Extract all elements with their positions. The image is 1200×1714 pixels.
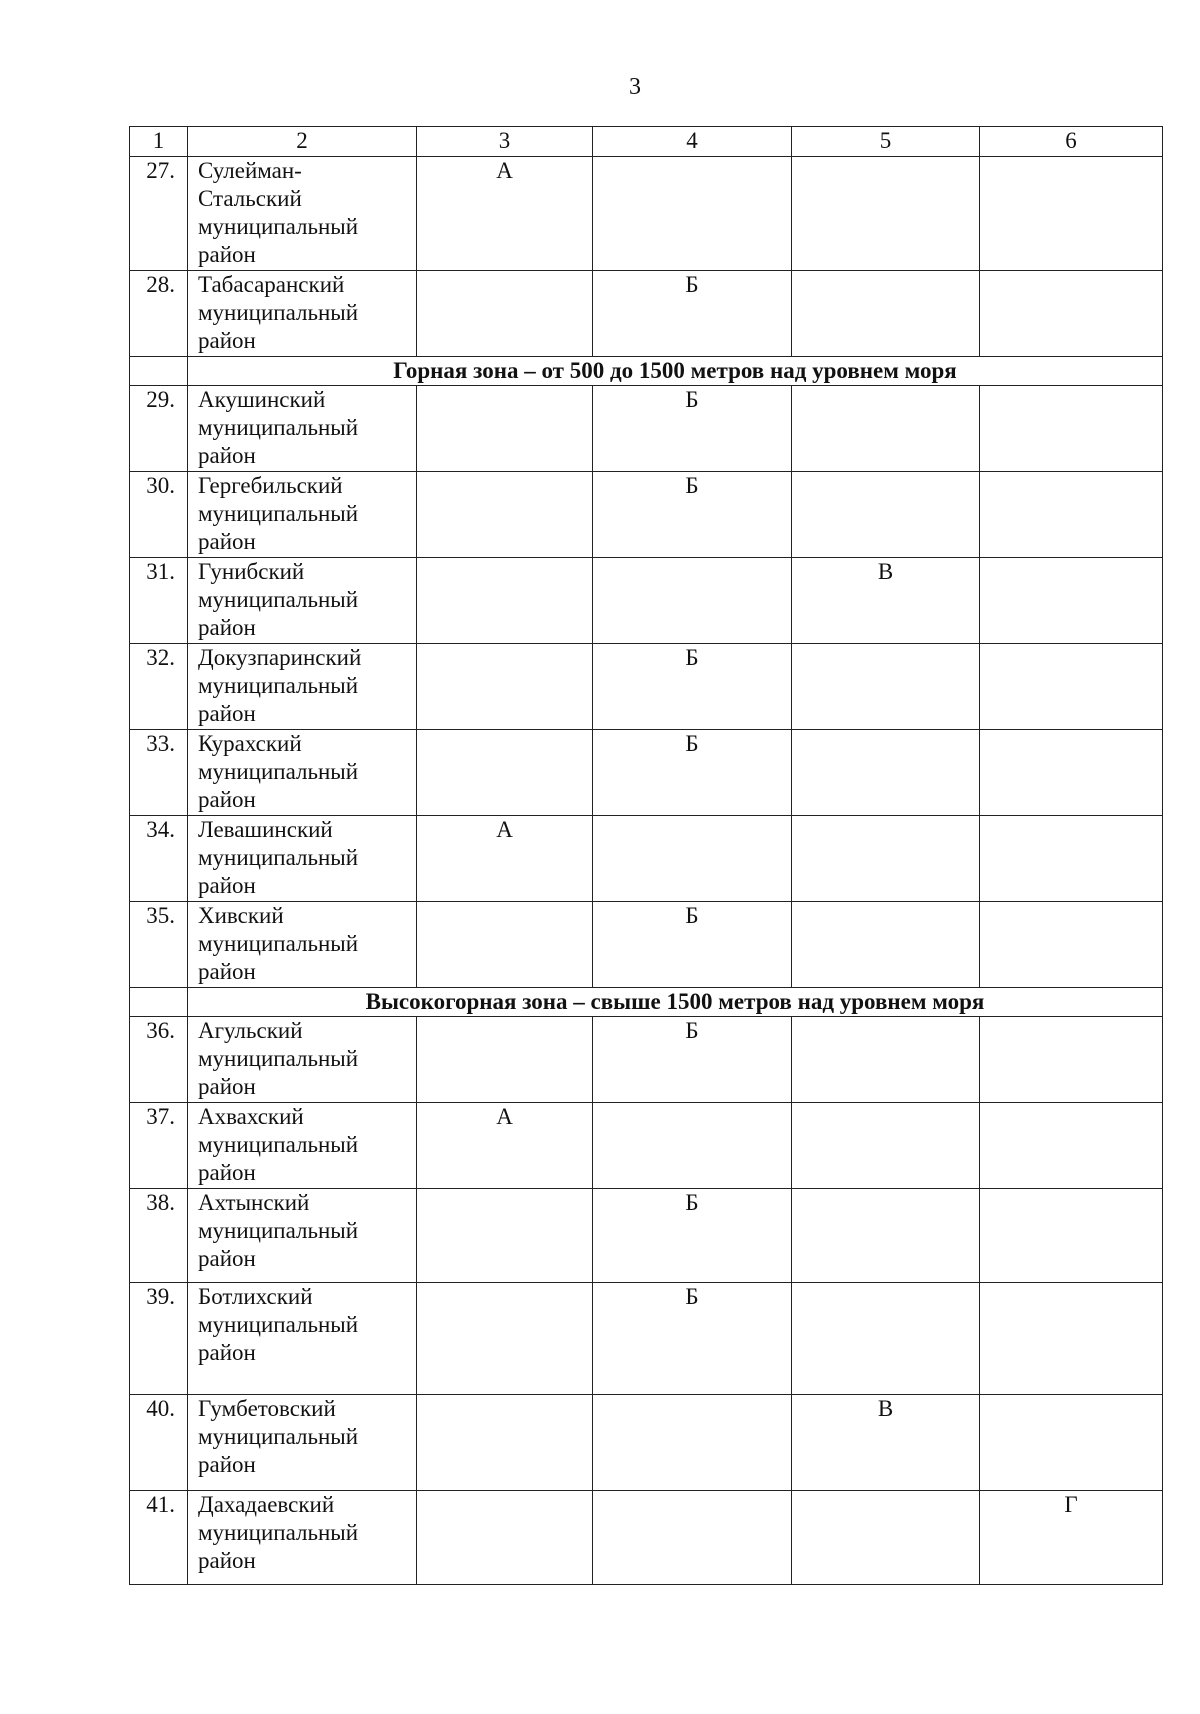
category-mark-col-4	[593, 157, 792, 271]
district-name-line: муниципальный	[198, 1424, 359, 1449]
district-name	[188, 1017, 417, 1103]
category-mark-col-6	[980, 386, 1163, 472]
header-cell-5: 5	[792, 127, 980, 157]
header-cell-1: 1	[130, 127, 188, 157]
category-mark-col-4: Б	[593, 730, 792, 816]
table-row	[130, 644, 1163, 730]
category-mark-col-3	[417, 558, 593, 644]
category-mark-col-3	[417, 902, 593, 988]
district-name	[188, 1189, 417, 1283]
district-name-line: район	[198, 1340, 256, 1365]
category-mark-col-3: А	[417, 816, 593, 902]
category-mark-col-6	[980, 1017, 1163, 1103]
category-mark-col-3: А	[417, 1103, 593, 1189]
row-number: 33.	[130, 730, 188, 816]
district-name-line: Курахский	[198, 731, 302, 756]
category-mark-col-6	[980, 271, 1163, 357]
table-row	[130, 1283, 1163, 1395]
category-mark-col-6	[980, 1283, 1163, 1395]
district-name-line: район	[198, 328, 256, 353]
category-mark-col-4: Б	[593, 1017, 792, 1103]
category-mark-col-6	[980, 816, 1163, 902]
category-mark-col-3	[417, 1189, 593, 1283]
district-name-line: район	[198, 1548, 256, 1573]
category-mark-col-5	[792, 386, 980, 472]
district-name-line: район	[198, 959, 256, 984]
row-number: 37.	[130, 1103, 188, 1189]
category-mark-col-4: Б	[593, 472, 792, 558]
row-number: 27.	[130, 157, 188, 271]
district-name-line: Дахадаевский	[198, 1492, 335, 1517]
category-mark-col-6	[980, 730, 1163, 816]
row-number: 39.	[130, 1283, 188, 1395]
header-cell-4: 4	[593, 127, 792, 157]
zone-blank-cell	[130, 988, 188, 1017]
district-name	[188, 730, 417, 816]
district-name-line: район	[198, 529, 256, 554]
district-name	[188, 1103, 417, 1189]
district-name-line: район	[198, 701, 256, 726]
district-name-line: муниципальный	[198, 845, 359, 870]
district-name-line: Стальский	[198, 186, 302, 211]
district-name-line: Сулейман-	[198, 158, 302, 183]
zone-header-row	[130, 988, 1163, 1017]
category-mark-col-3	[417, 472, 593, 558]
district-name-line: Докузпаринский	[198, 645, 362, 670]
district-name	[188, 386, 417, 472]
district-name-line: район	[198, 1246, 256, 1271]
category-mark-col-3	[417, 271, 593, 357]
category-mark-col-4	[593, 1103, 792, 1189]
row-number: 29.	[130, 386, 188, 472]
district-name-line: район	[198, 615, 256, 640]
category-mark-col-4	[593, 1395, 792, 1491]
table-row	[130, 816, 1163, 902]
header-cell-2: 2	[188, 127, 417, 157]
category-mark-col-5	[792, 472, 980, 558]
category-mark-col-5	[792, 644, 980, 730]
category-mark-col-5	[792, 1491, 980, 1585]
page-number: 3	[629, 74, 641, 100]
category-mark-col-5	[792, 1017, 980, 1103]
district-name	[188, 271, 417, 357]
table-row	[130, 1017, 1163, 1103]
district-name-line: муниципальный	[198, 300, 359, 325]
zone-table	[129, 126, 1163, 1585]
district-name-line: район	[198, 1160, 256, 1185]
category-mark-col-6	[980, 1103, 1163, 1189]
category-mark-col-3	[417, 386, 593, 472]
table-row	[130, 386, 1163, 472]
category-mark-col-5: В	[792, 558, 980, 644]
category-mark-col-4: Б	[593, 386, 792, 472]
category-mark-col-5	[792, 157, 980, 271]
district-name-line: Хивский	[198, 903, 284, 928]
district-name	[188, 472, 417, 558]
category-mark-col-3	[417, 644, 593, 730]
category-mark-col-4: Б	[593, 1189, 792, 1283]
category-mark-col-3	[417, 1491, 593, 1585]
district-name-line: Ботлихский	[198, 1284, 313, 1309]
district-name-line: район	[198, 787, 256, 812]
category-mark-col-3: А	[417, 157, 593, 271]
category-mark-col-6	[980, 644, 1163, 730]
table-row	[130, 271, 1163, 357]
category-mark-col-4	[593, 558, 792, 644]
district-name	[188, 1283, 417, 1395]
category-mark-col-6	[980, 558, 1163, 644]
district-name-line: Гергебильский	[198, 473, 343, 498]
district-name-line: муниципальный	[198, 673, 359, 698]
district-name	[188, 644, 417, 730]
row-number: 34.	[130, 816, 188, 902]
table-row	[130, 1395, 1163, 1491]
row-number: 41.	[130, 1491, 188, 1585]
district-name	[188, 816, 417, 902]
category-mark-col-5	[792, 1103, 980, 1189]
row-number: 40.	[130, 1395, 188, 1491]
district-name-line: Ахвахский	[198, 1104, 304, 1129]
row-number: 28.	[130, 271, 188, 357]
category-mark-col-3	[417, 1017, 593, 1103]
category-mark-col-6	[980, 1189, 1163, 1283]
category-mark-col-4: Б	[593, 902, 792, 988]
district-name	[188, 157, 417, 271]
category-mark-col-4: Б	[593, 271, 792, 357]
table-row	[130, 730, 1163, 816]
category-mark-col-4: Б	[593, 1283, 792, 1395]
district-name-line: муниципальный	[198, 1520, 359, 1545]
header-cell-3: 3	[417, 127, 593, 157]
zone-blank-cell	[130, 357, 188, 386]
category-mark-col-5	[792, 730, 980, 816]
category-mark-col-5: В	[792, 1395, 980, 1491]
table-row	[130, 1189, 1163, 1283]
district-name-line: муниципальный	[198, 931, 359, 956]
table-row	[130, 1491, 1163, 1585]
category-mark-col-4	[593, 1491, 792, 1585]
header-cell-6: 6	[980, 127, 1163, 157]
district-name-line: Ахтынский	[198, 1190, 310, 1215]
category-mark-col-3	[417, 1283, 593, 1395]
category-mark-col-5	[792, 1189, 980, 1283]
district-name-line: район	[198, 1452, 256, 1477]
district-name-line: Гунибский	[198, 559, 305, 584]
category-mark-col-3	[417, 1395, 593, 1491]
district-name-line: муниципальный	[198, 587, 359, 612]
category-mark-col-4: Б	[593, 644, 792, 730]
row-number: 30.	[130, 472, 188, 558]
category-mark-col-4	[593, 816, 792, 902]
category-mark-col-5	[792, 902, 980, 988]
zone-header-row	[130, 357, 1163, 386]
district-name	[188, 1491, 417, 1585]
district-name-line: район	[198, 1074, 256, 1099]
row-number: 38.	[130, 1189, 188, 1283]
district-name-line: муниципальный	[198, 501, 359, 526]
zone-title: Высокогорная зона – свыше 1500 метров над уровнем моря	[188, 988, 1163, 1017]
district-name-line: муниципальный	[198, 415, 359, 440]
category-mark-col-5	[792, 816, 980, 902]
row-number: 35.	[130, 902, 188, 988]
district-name-line: муниципальный	[198, 1132, 359, 1157]
district-name-line: муниципальный	[198, 214, 359, 239]
row-number: 31.	[130, 558, 188, 644]
table-row	[130, 157, 1163, 271]
header-row	[130, 127, 1163, 157]
district-name-line: Гумбетовский	[198, 1396, 336, 1421]
district-name-line: муниципальный	[198, 1218, 359, 1243]
district-name-line: Акушинский	[198, 387, 326, 412]
district-name-line: район	[198, 873, 256, 898]
district-name-line: район	[198, 443, 256, 468]
zone-title: Горная зона – от 500 до 1500 метров над уровнем моря	[188, 357, 1163, 386]
district-name-line: Левашинский	[198, 817, 333, 842]
row-number: 32.	[130, 644, 188, 730]
category-mark-col-6	[980, 1395, 1163, 1491]
table-row	[130, 472, 1163, 558]
category-mark-col-6	[980, 472, 1163, 558]
district-name	[188, 1395, 417, 1491]
district-name-line: муниципальный	[198, 1046, 359, 1071]
category-mark-col-3	[417, 730, 593, 816]
category-mark-col-6	[980, 157, 1163, 271]
row-number: 36.	[130, 1017, 188, 1103]
district-name-line: район	[198, 242, 256, 267]
table-row	[130, 1103, 1163, 1189]
category-mark-col-6: Г	[980, 1491, 1163, 1585]
table-row	[130, 902, 1163, 988]
district-name-line: муниципальный	[198, 1312, 359, 1337]
category-mark-col-6	[980, 902, 1163, 988]
district-name-line: Табасаранский	[198, 272, 345, 297]
category-mark-col-5	[792, 1283, 980, 1395]
category-mark-col-5	[792, 271, 980, 357]
table-row	[130, 558, 1163, 644]
district-name	[188, 558, 417, 644]
district-name	[188, 902, 417, 988]
district-name-line: Агульский	[198, 1018, 303, 1043]
district-name-line: муниципальный	[198, 759, 359, 784]
